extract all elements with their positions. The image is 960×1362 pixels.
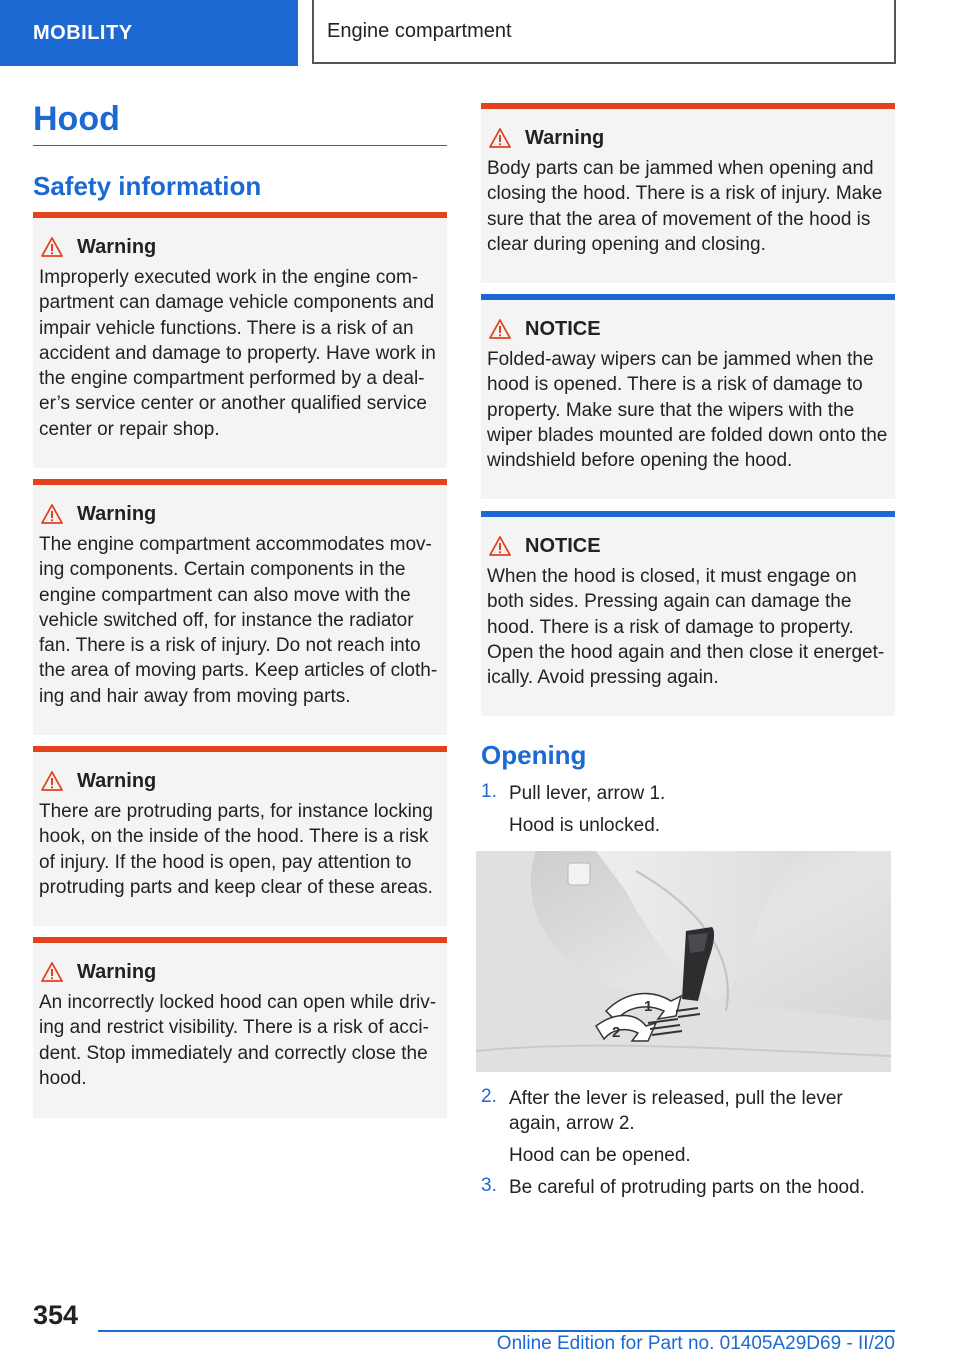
warning-box (33, 212, 447, 468)
warning-text: An incorrectly locked hood can open while driv-ing and restrict visibility. There is a risk of acci-dent. Stop immediately and correctly close the hood. (39, 992, 437, 1089)
warning-text: Improperly executed work in the engine com-partment can damage vehicle components and impair vehicle functions. There is a risk of an accident and damage to property. Have work in the engine compartment performed by a deal-er’s service center or another qualified service center or repair shop. (39, 267, 436, 440)
notice-text: When the hood is closed, it must engage on both sides. Pressing again can damage the hood. There is a risk of damage to property. Open the hood again and then close it energet-ically. Avoid pressing again. (487, 566, 885, 689)
step-number: 1. (481, 781, 497, 802)
notice-title (487, 531, 889, 561)
warning-label: Warning (525, 126, 605, 149)
footer-rule (98, 1330, 895, 1332)
section-tab (0, 0, 298, 66)
hood-lever-figure (476, 851, 891, 1072)
warning-box (33, 937, 447, 1118)
warning-triangle-icon (41, 237, 63, 257)
warning-triangle-icon (41, 504, 63, 524)
notice-box (481, 511, 895, 716)
step-text: Be careful of protruding parts on the hood. (509, 1177, 865, 1198)
notice-label: NOTICE (525, 534, 601, 557)
warning-label: Warning (77, 502, 157, 525)
warning-title (39, 766, 441, 796)
warning-title (39, 232, 441, 262)
notice-text: Folded-away wipers can be jammed when the hood is opened. There is a risk of damage to property. Make sure that the wipers with the wiper blades mounted are folded down onto the windshield before opening the hood. (487, 349, 888, 472)
footer-text: Online Edition for Part no. 01405A29D69 - II/20 (496, 1333, 895, 1354)
warning-box (33, 479, 447, 735)
section-label: MOBILITY (33, 21, 133, 44)
step-text: Pull lever, arrow 1. (509, 783, 666, 804)
chapter-tab (312, 0, 896, 64)
warning-title (487, 123, 889, 153)
step-result: Hood can be opened. (509, 1145, 691, 1166)
notice-triangle-icon (489, 319, 511, 339)
warning-label: Warning (77, 960, 157, 983)
safety-heading: Safety information (33, 171, 262, 201)
page-title: Hood (33, 100, 120, 138)
page-number: 354 (33, 1300, 79, 1330)
warning-box (481, 103, 895, 283)
step-text: After the lever is released, pull the lever again, arrow 2. (509, 1088, 843, 1134)
warning-text: Body parts can be jammed when opening and closing the hood. There is a risk of injury. Make sure that the area of movement of the hood is clear during opening and closing. (487, 158, 883, 255)
chapter-label: Engine compartment (327, 19, 512, 42)
opening-heading: Opening (481, 740, 587, 770)
notice-triangle-icon (489, 536, 511, 556)
warning-title (39, 957, 441, 987)
warning-triangle-icon (41, 962, 63, 982)
warning-text: There are protruding parts, for instance locking hook, on the inside of the hood. There is a risk of injury. If the hood is open, pay attention to protruding parts and keep clear of these areas. (39, 801, 433, 898)
figure-label-1: 1 (644, 998, 653, 1015)
warning-label: Warning (77, 769, 157, 792)
warning-title (39, 499, 441, 529)
figure-label-2: 2 (612, 1024, 621, 1041)
warning-label: Warning (77, 235, 157, 258)
warning-box (33, 746, 447, 926)
notice-label: NOTICE (525, 317, 601, 340)
notice-box (481, 294, 895, 499)
title-rule (33, 145, 447, 146)
step-number: 3. (481, 1175, 497, 1196)
warning-text: The engine compartment accommodates mov-ing components. Certain components in the engine compartment can also move with the vehicle switched off, for instance the radiator fan. There is a risk of injury. Do not reach into the area of moving parts. Keep articles of cloth-ing and hair away from moving parts. (39, 534, 438, 707)
warning-triangle-icon (41, 771, 63, 791)
warning-triangle-icon (489, 128, 511, 148)
hood-lever-illustration (476, 851, 891, 1072)
notice-title (487, 314, 889, 344)
step-result: Hood is unlocked. (509, 815, 661, 836)
step-number: 2. (481, 1086, 497, 1107)
